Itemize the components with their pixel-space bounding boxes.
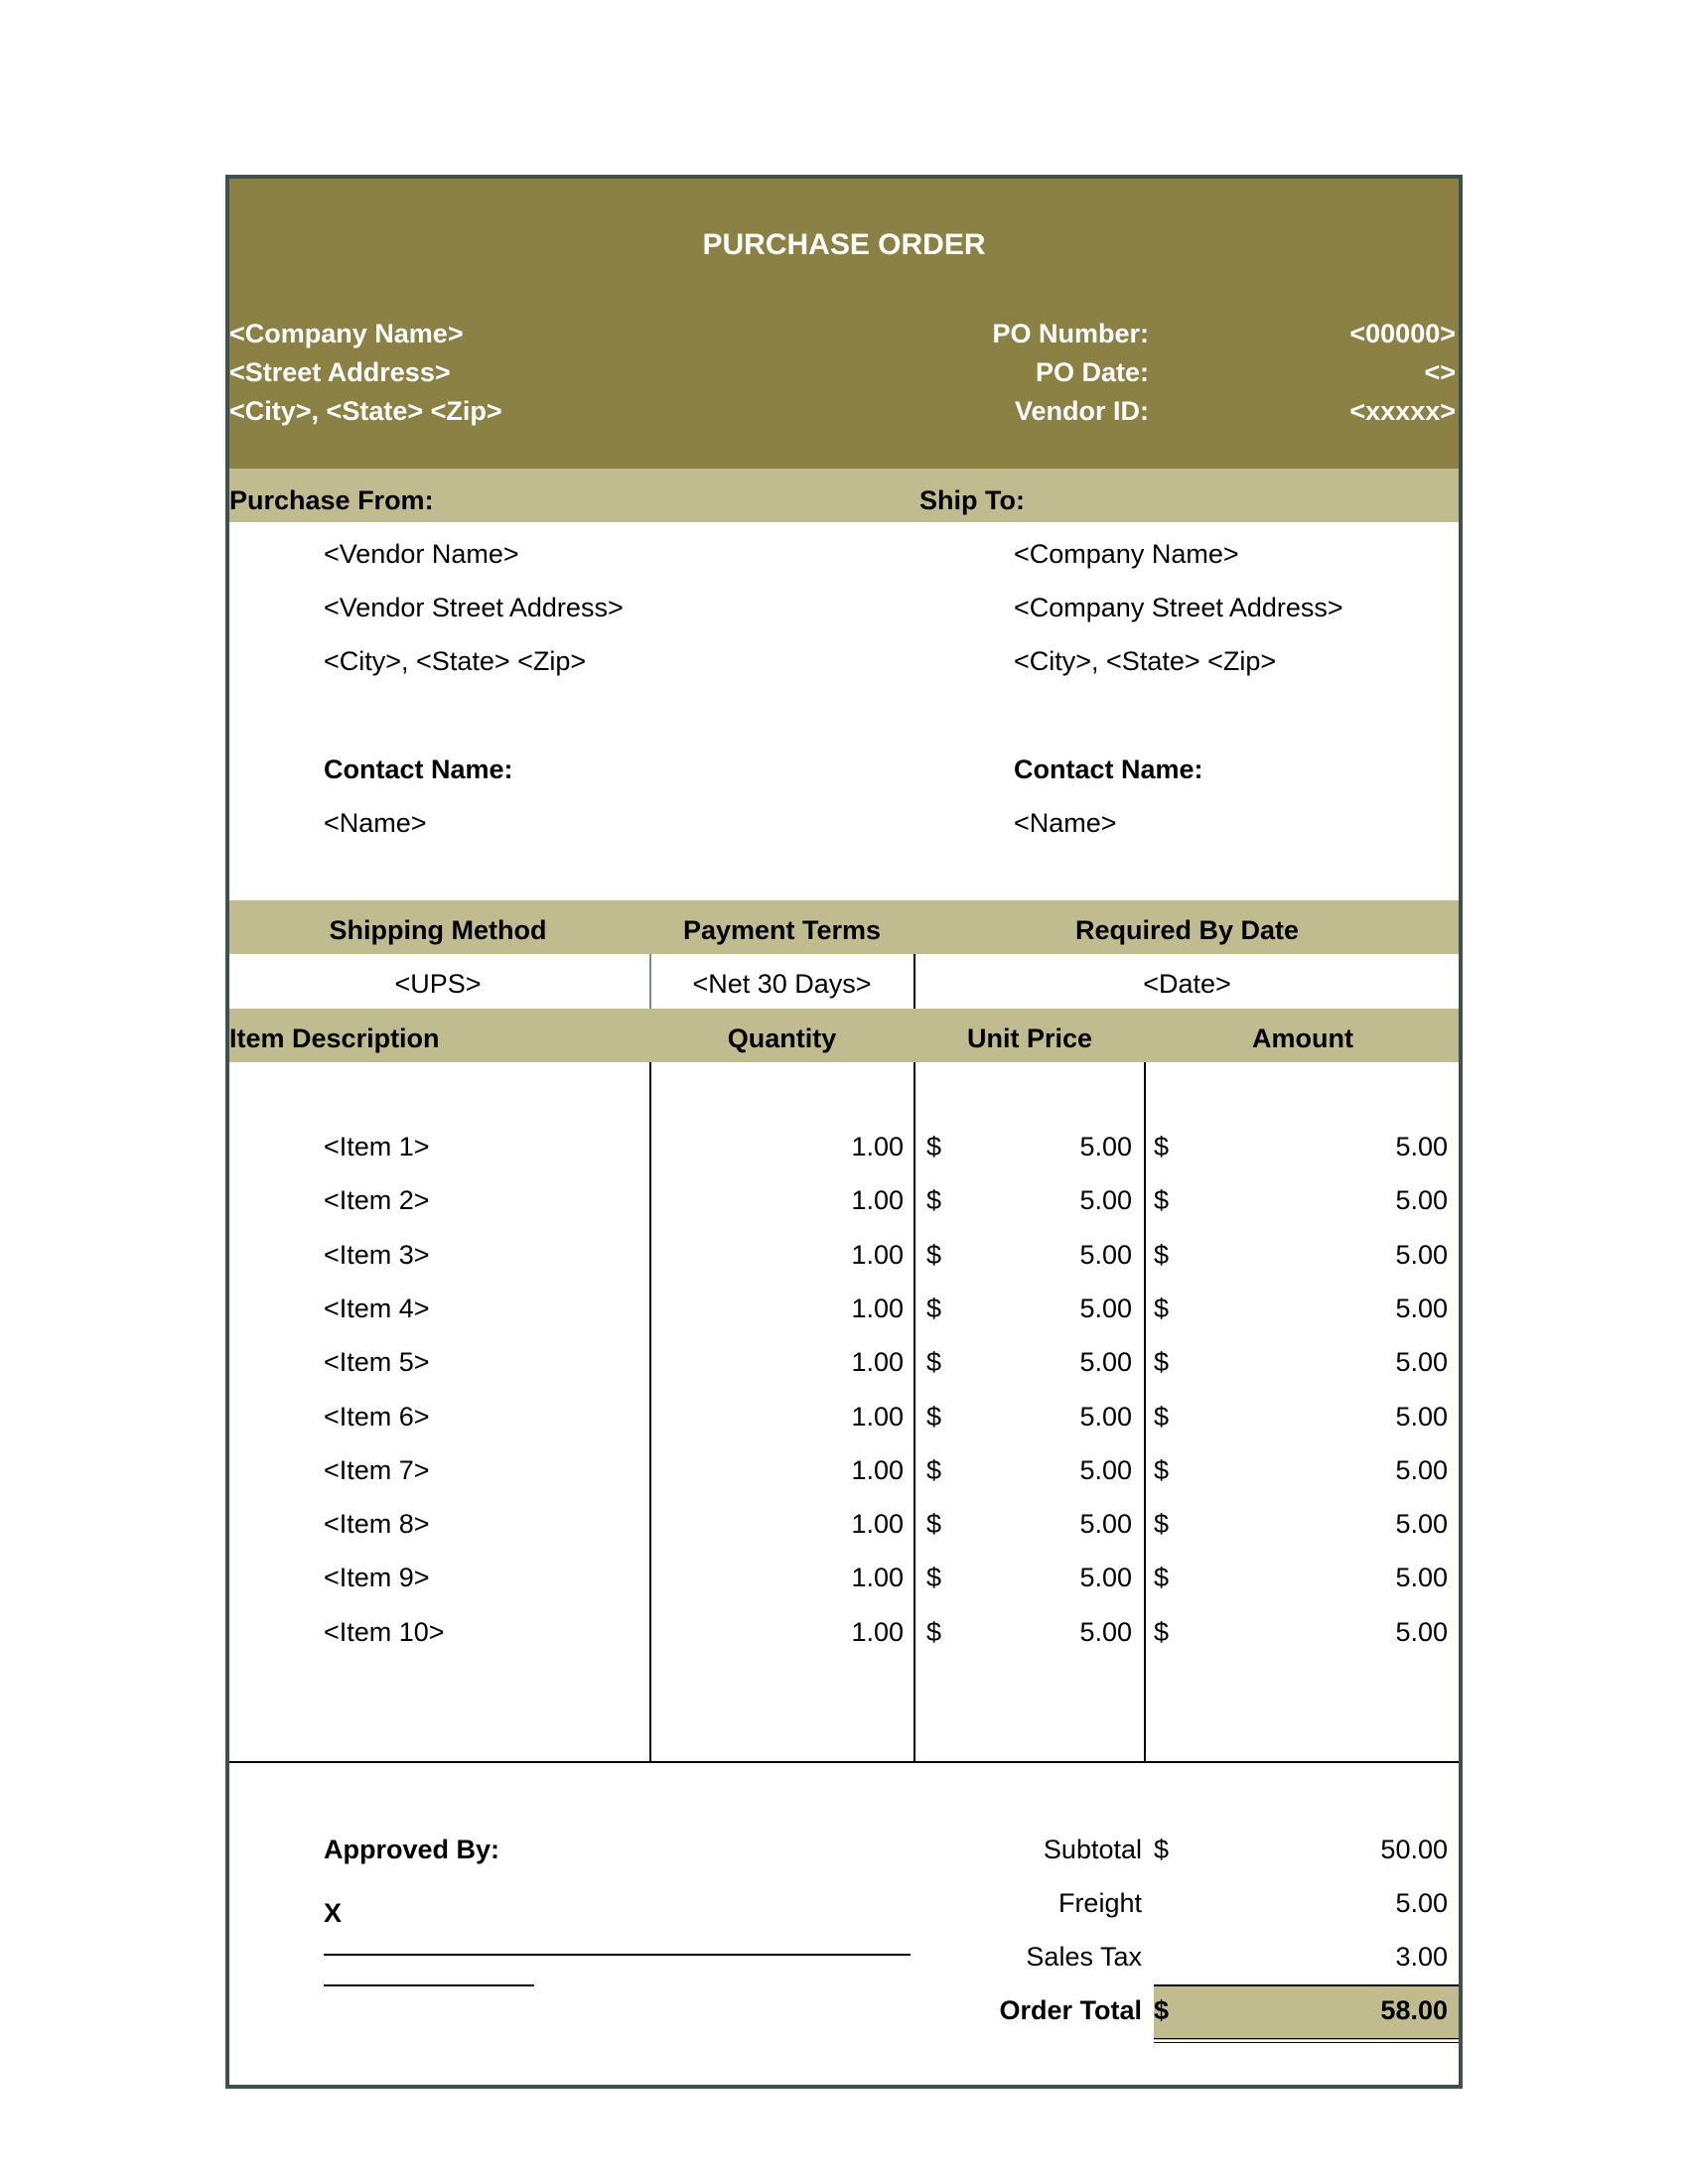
item-description: <Item 8> xyxy=(324,1509,430,1539)
order-total-currency: $ xyxy=(1154,1995,1170,2025)
shipping-method-header: Shipping Method xyxy=(329,915,547,945)
vendor-name: <Vendor Name> xyxy=(324,539,519,569)
amount-currency: $ xyxy=(1154,1455,1170,1485)
amount-currency: $ xyxy=(1154,1240,1170,1270)
shipping-method-value: <UPS> xyxy=(394,969,482,999)
item-amount: 5.00 xyxy=(1395,1132,1448,1161)
item-quantity: 1.00 xyxy=(851,1563,904,1592)
item-amount: 5.00 xyxy=(1395,1617,1448,1647)
amount-currency: $ xyxy=(1154,1402,1170,1432)
unit-price-currency: $ xyxy=(926,1617,942,1647)
item-quantity: 1.00 xyxy=(851,1347,904,1377)
item-description: <Item 7> xyxy=(324,1455,430,1485)
subtotal-value: 50.00 xyxy=(1380,1835,1448,1864)
subtotal-currency: $ xyxy=(1154,1835,1170,1864)
amount-currency: $ xyxy=(1154,1294,1170,1323)
item-amount: 5.00 xyxy=(1395,1455,1448,1485)
signature-mark: X xyxy=(324,1898,343,1928)
freight-value: 5.00 xyxy=(1395,1888,1448,1918)
item-unit-price: 5.00 xyxy=(1079,1617,1132,1647)
item-quantity: 1.00 xyxy=(851,1185,904,1215)
item-description: <Item 2> xyxy=(324,1185,430,1215)
amount-currency: $ xyxy=(1154,1617,1170,1647)
amount-currency: $ xyxy=(1154,1185,1170,1215)
item-quantity: 1.00 xyxy=(851,1402,904,1432)
payment-terms-value: <Net 30 Days> xyxy=(692,969,872,999)
page-title: PURCHASE ORDER xyxy=(702,228,986,261)
order-total-value: 58.00 xyxy=(1380,1995,1448,2025)
company-city-state-zip: <City>, <State> <Zip> xyxy=(229,396,502,426)
item-quantity: 1.00 xyxy=(851,1240,904,1270)
vendor-contact-label: Contact Name: xyxy=(324,754,513,784)
item-unit-price: 5.00 xyxy=(1079,1240,1132,1270)
item-quantity: 1.00 xyxy=(851,1132,904,1161)
unit-price-currency: $ xyxy=(926,1455,942,1485)
unit-price-currency: $ xyxy=(926,1185,942,1215)
item-amount: 5.00 xyxy=(1395,1509,1448,1539)
item-unit-price: 5.00 xyxy=(1079,1455,1132,1485)
item-description: <Item 10> xyxy=(324,1617,445,1647)
item-unit-price: 5.00 xyxy=(1079,1185,1132,1215)
vendor-id-value: <xxxxx> xyxy=(1349,396,1456,426)
item-amount: 5.00 xyxy=(1395,1563,1448,1592)
approved-by-label: Approved By: xyxy=(324,1835,500,1864)
unit-price-currency: $ xyxy=(926,1132,942,1161)
ship-to-contact-value: <Name> xyxy=(1014,808,1117,838)
amount-currency: $ xyxy=(1154,1347,1170,1377)
ship-to-heading: Ship To: xyxy=(919,485,1025,515)
sales-tax-value: 3.00 xyxy=(1395,1942,1448,1972)
ship-to-city-state-zip: <City>, <State> <Zip> xyxy=(1014,646,1277,676)
item-unit-price: 5.00 xyxy=(1079,1347,1132,1377)
item-amount: 5.00 xyxy=(1395,1402,1448,1432)
item-quantity: 1.00 xyxy=(851,1509,904,1539)
order-total-label: Order Total xyxy=(999,1995,1142,2025)
document-frame xyxy=(225,175,1463,2089)
item-amount: 5.00 xyxy=(1395,1294,1448,1323)
po-number-value: <00000> xyxy=(1349,319,1456,348)
required-by-date-value: <Date> xyxy=(1143,969,1231,999)
ship-to-name: <Company Name> xyxy=(1014,539,1239,569)
company-name: <Company Name> xyxy=(229,319,464,348)
unit-price-currency: $ xyxy=(926,1402,942,1432)
purchase-from-heading: Purchase From: xyxy=(229,485,434,515)
po-date-value: <> xyxy=(1424,357,1456,387)
item-amount: 5.00 xyxy=(1395,1347,1448,1377)
item-unit-price: 5.00 xyxy=(1079,1509,1132,1539)
payment-terms-header: Payment Terms xyxy=(682,915,882,945)
amount-currency: $ xyxy=(1154,1509,1170,1539)
unit-price-currency: $ xyxy=(926,1240,942,1270)
company-street: <Street Address> xyxy=(229,357,451,387)
sales-tax-label: Sales Tax xyxy=(1026,1942,1142,1972)
item-description: <Item 6> xyxy=(324,1402,430,1432)
freight-label: Freight xyxy=(1057,1888,1142,1918)
item-quantity: 1.00 xyxy=(851,1617,904,1647)
item-description: <Item 9> xyxy=(324,1563,430,1592)
item-description-header: Item Description xyxy=(229,1024,440,1053)
item-amount: 5.00 xyxy=(1395,1185,1448,1215)
unit-price-currency: $ xyxy=(926,1294,942,1323)
po-number-label: PO Number: xyxy=(992,319,1149,348)
unit-price-currency: $ xyxy=(926,1509,942,1539)
amount-header: Amount xyxy=(1252,1024,1353,1053)
vendor-street: <Vendor Street Address> xyxy=(324,593,624,622)
item-unit-price: 5.00 xyxy=(1079,1402,1132,1432)
vendor-contact-value: <Name> xyxy=(324,808,427,838)
item-unit-price: 5.00 xyxy=(1079,1132,1132,1161)
ship-to-street: <Company Street Address> xyxy=(1014,593,1343,622)
vendor-city-state-zip: <City>, <State> <Zip> xyxy=(324,646,587,676)
item-quantity: 1.00 xyxy=(851,1294,904,1323)
vendor-id-label: Vendor ID: xyxy=(1014,396,1149,426)
amount-currency: $ xyxy=(1154,1132,1170,1161)
quantity-header: Quantity xyxy=(727,1024,837,1053)
item-description: <Item 4> xyxy=(324,1294,430,1323)
item-unit-price: 5.00 xyxy=(1079,1294,1132,1323)
unit-price-currency: $ xyxy=(926,1563,942,1592)
item-description: <Item 3> xyxy=(324,1240,430,1270)
item-unit-price: 5.00 xyxy=(1079,1563,1132,1592)
subtotal-label: Subtotal xyxy=(1043,1835,1142,1864)
item-description: <Item 1> xyxy=(324,1132,430,1161)
unit-price-header: Unit Price xyxy=(966,1024,1093,1053)
amount-currency: $ xyxy=(1154,1563,1170,1592)
ship-to-contact-label: Contact Name: xyxy=(1014,754,1203,784)
unit-price-currency: $ xyxy=(926,1347,942,1377)
item-quantity: 1.00 xyxy=(851,1455,904,1485)
item-amount: 5.00 xyxy=(1395,1240,1448,1270)
required-by-date-header: Required By Date xyxy=(1074,915,1300,945)
po-date-label: PO Date: xyxy=(1035,357,1149,387)
item-description: <Item 5> xyxy=(324,1347,430,1377)
